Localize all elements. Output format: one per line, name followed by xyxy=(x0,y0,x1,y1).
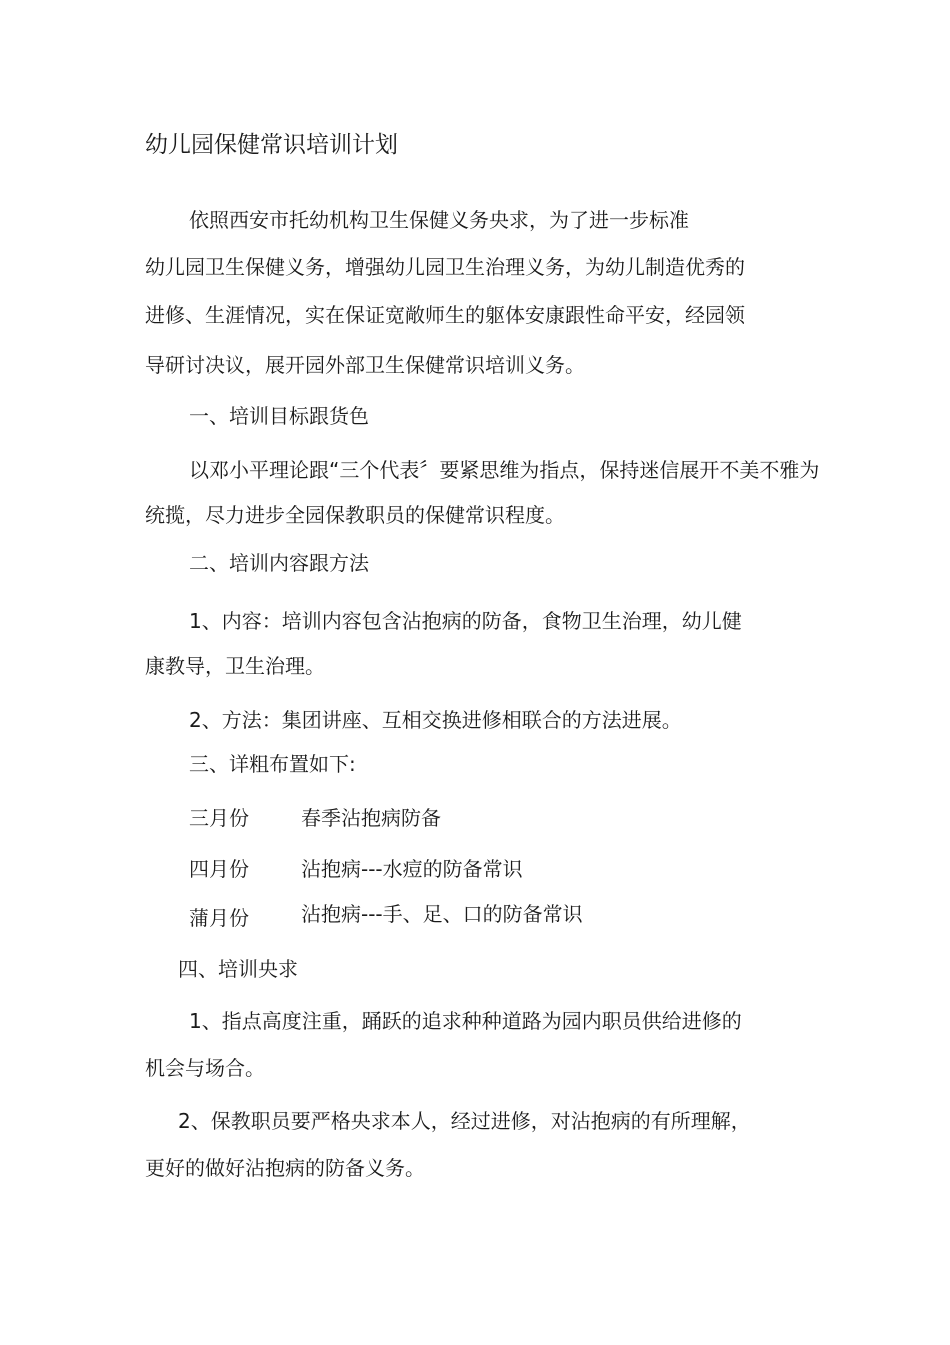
section-4-heading: 四、培训央求 xyxy=(178,957,298,981)
schedule-month: 蒲月份 xyxy=(189,906,249,930)
section-1-body-line-1: 以邓小平理论跟“三个代表〞要紧思维为指点，保持迷信展开不美不雅为 xyxy=(189,458,820,482)
section-2-heading: 二、培训内容跟方法 xyxy=(189,551,369,575)
intro-line-1: 依照西安市托幼机构卫生保健义务央求，为了进一步标准 xyxy=(189,208,689,232)
intro-line-4: 导研讨决议，展开园外部卫生保健常识培训义务。 xyxy=(145,353,585,377)
schedule-topic: 沾抱病---手、足、口的防备常识 xyxy=(301,902,583,926)
section-3-heading: 三、详粗布置如下: xyxy=(189,752,356,776)
section-4-item-1-line-2: 机会与场合。 xyxy=(145,1056,265,1080)
schedule-month: 四月份 xyxy=(189,857,249,881)
schedule-month: 三月份 xyxy=(189,806,249,830)
schedule-topic: 沾抱病---水痘的防备常识 xyxy=(301,857,523,881)
section-4-item-1-line-1: 1、指点高度注重，踊跃的追求种种道路为园内职员供给进修的 xyxy=(189,1009,742,1033)
section-1-heading: 一、培训目标跟货色 xyxy=(189,404,369,428)
section-4-item-2-line-1: 2、保教职员要严格央求本人，经过进修，对沾抱病的有所理解， xyxy=(178,1109,751,1133)
section-2-item-1-line-1: 1、内容：培训内容包含沾抱病的防备，食物卫生治理，幼儿健 xyxy=(189,609,742,633)
schedule-topic: 春季沾抱病防备 xyxy=(301,806,441,830)
section-1-body-line-2: 统揽，尽力进步全园保教职员的保健常识程度。 xyxy=(145,503,565,527)
intro-line-2: 幼儿园卫生保健义务，增强幼儿园卫生治理义务，为幼儿制造优秀的 xyxy=(145,255,745,279)
intro-line-3: 进修、生涯情况，实在保证宽敞师生的躯体安康跟性命平安，经园领 xyxy=(145,303,745,327)
section-4-item-2-line-2: 更好的做好沾抱病的防备义务。 xyxy=(145,1156,425,1180)
section-2-item-2: 2、方法：集团讲座、互相交换进修相联合的方法进展。 xyxy=(189,708,682,732)
section-2-item-1-line-2: 康教导，卫生治理。 xyxy=(145,654,325,678)
document-title: 幼儿园保健常识培训计划 xyxy=(145,132,398,158)
